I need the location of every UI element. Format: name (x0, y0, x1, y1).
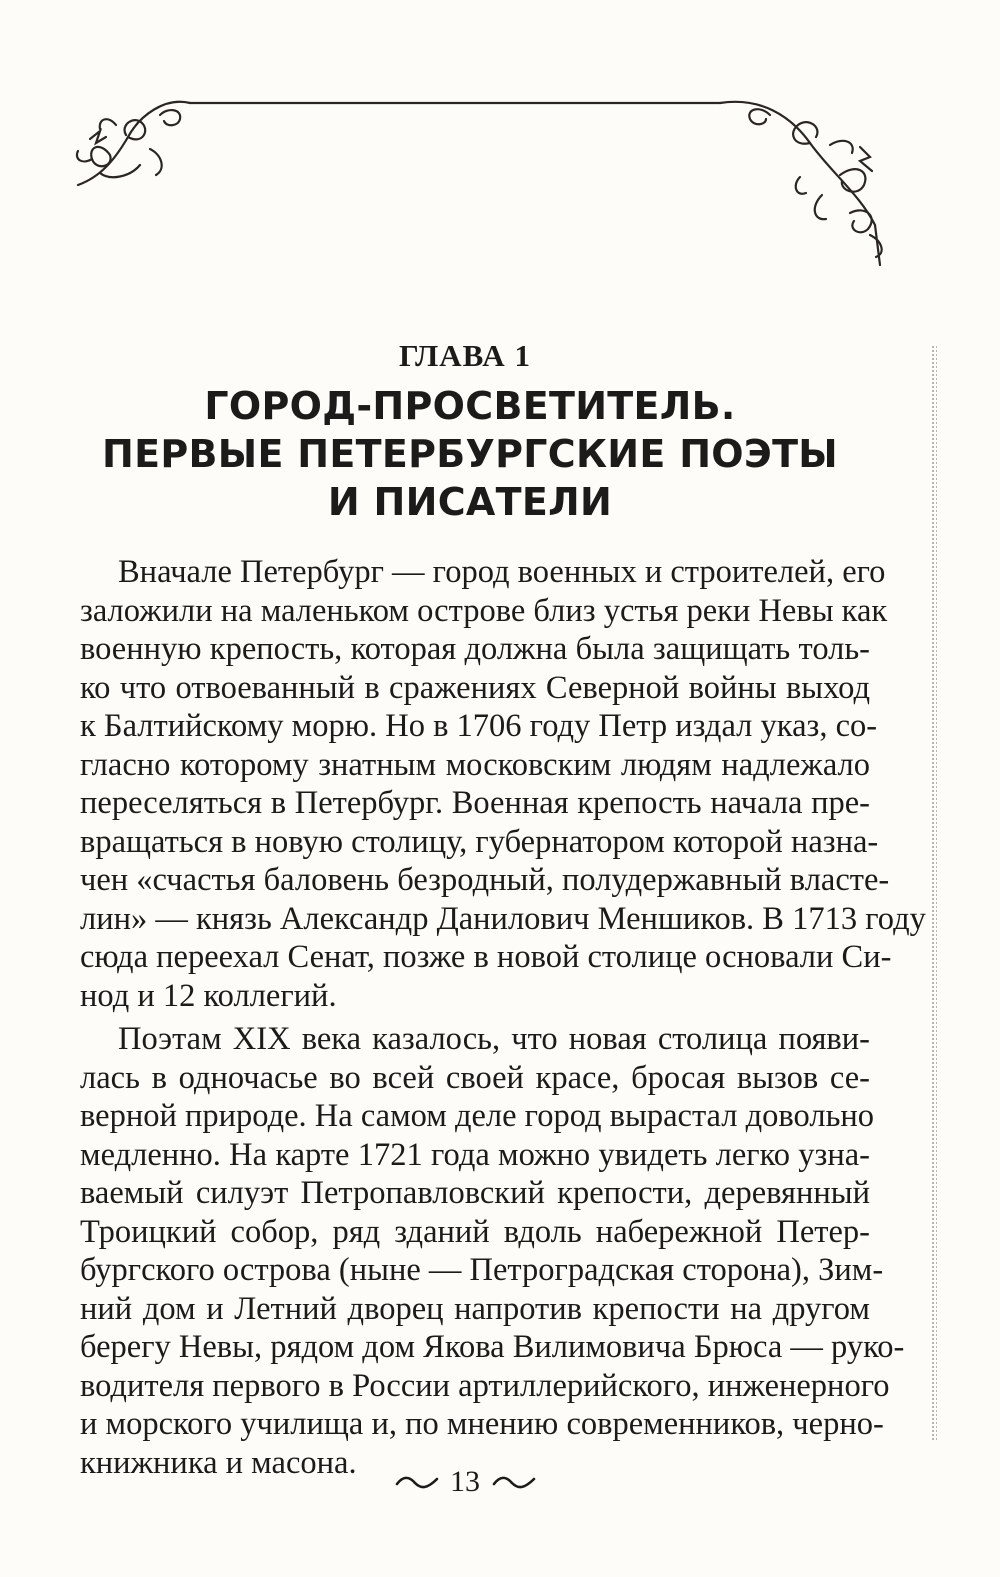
text-line: нод и 12 коллегий. (80, 977, 337, 1014)
chapter-title-line: ГОРОД-ПРОСВЕТИТЕЛЬ. (204, 384, 736, 428)
text-line: бургского острова (ныне — Петроградская сторона), Зим- (80, 1252, 884, 1288)
text-line: чен «счастья баловень безродный, полудержавный власте- (80, 862, 890, 898)
page-number (0, 1463, 930, 1499)
text-line: ко что отвоеванный в сражениях Северной войны выход (80, 669, 870, 706)
wave-ornament-right (492, 1473, 536, 1491)
text-line: книжника и масона. (80, 1444, 357, 1481)
paragraph (80, 1020, 905, 1482)
text-line: сюда переехал Сенат, позже в новой столице основали Си- (80, 939, 892, 975)
text-line: верной природе. На самом деле город вырастал довольно (80, 1098, 875, 1134)
body-text (80, 553, 926, 1482)
text-line: Троицкий собор, ряд зданий вдоль набережной Петер- (80, 1213, 870, 1250)
decorative-header-ornament (70, 85, 890, 270)
text-line: Вначале Петербург — город военных и строителей, его (118, 554, 886, 590)
text-line: берегу Невы, рядом дом Якова Вилимовича Брюса — руко- (80, 1329, 905, 1365)
text-line: водителя первого в России артиллерийского, инженерного (80, 1367, 890, 1404)
text-line: Поэтам XIX века казалось, что новая столица появи- (118, 1021, 870, 1057)
page-edge-texture (931, 345, 937, 1440)
paragraph (80, 553, 926, 1015)
chapter-title-line: ПЕРВЫЕ ПЕТЕРБУРГСКИЕ ПОЭТЫ (102, 432, 838, 476)
text-line: и морского училища и, по мнению современников, черно- (80, 1406, 884, 1442)
text-line: ваемый силуэт Петропавловский крепости, деревянный (80, 1175, 870, 1211)
text-line: медленно. На карте 1721 года можно увидеть легко узна- (80, 1136, 870, 1173)
chapter-title-line: И ПИСАТЕЛИ (327, 480, 613, 524)
wave-ornament-left (395, 1473, 439, 1491)
text-line: лась в одночасье во всей своей красе, бросая вызов се- (80, 1059, 870, 1096)
chapter-title (60, 382, 880, 526)
text-line: переселяться в Петербург. Военная крепость начала пре- (80, 785, 870, 821)
text-line: заложили на маленьком острове близ устья реки Невы как (80, 592, 888, 629)
text-line: военную крепость, которая должна была защищать толь- (80, 631, 870, 667)
text-line: гласно которому знатным московским людям надлежало (80, 746, 870, 783)
text-line: лин» — князь Александр Данилович Меншиков. В 1713 году (80, 900, 926, 937)
text-line: к Балтийскому морю. Но в 1706 году Петр издал указ, со- (80, 708, 878, 744)
text-line: вращаться в новую столицу, губернатором которой назна- (80, 823, 879, 860)
page-number-value: 13 (450, 1465, 480, 1499)
text-line: ний дом и Летний дворец напротив крепости на другом (80, 1290, 870, 1327)
chapter-label: ГЛАВА 1 (399, 338, 531, 373)
